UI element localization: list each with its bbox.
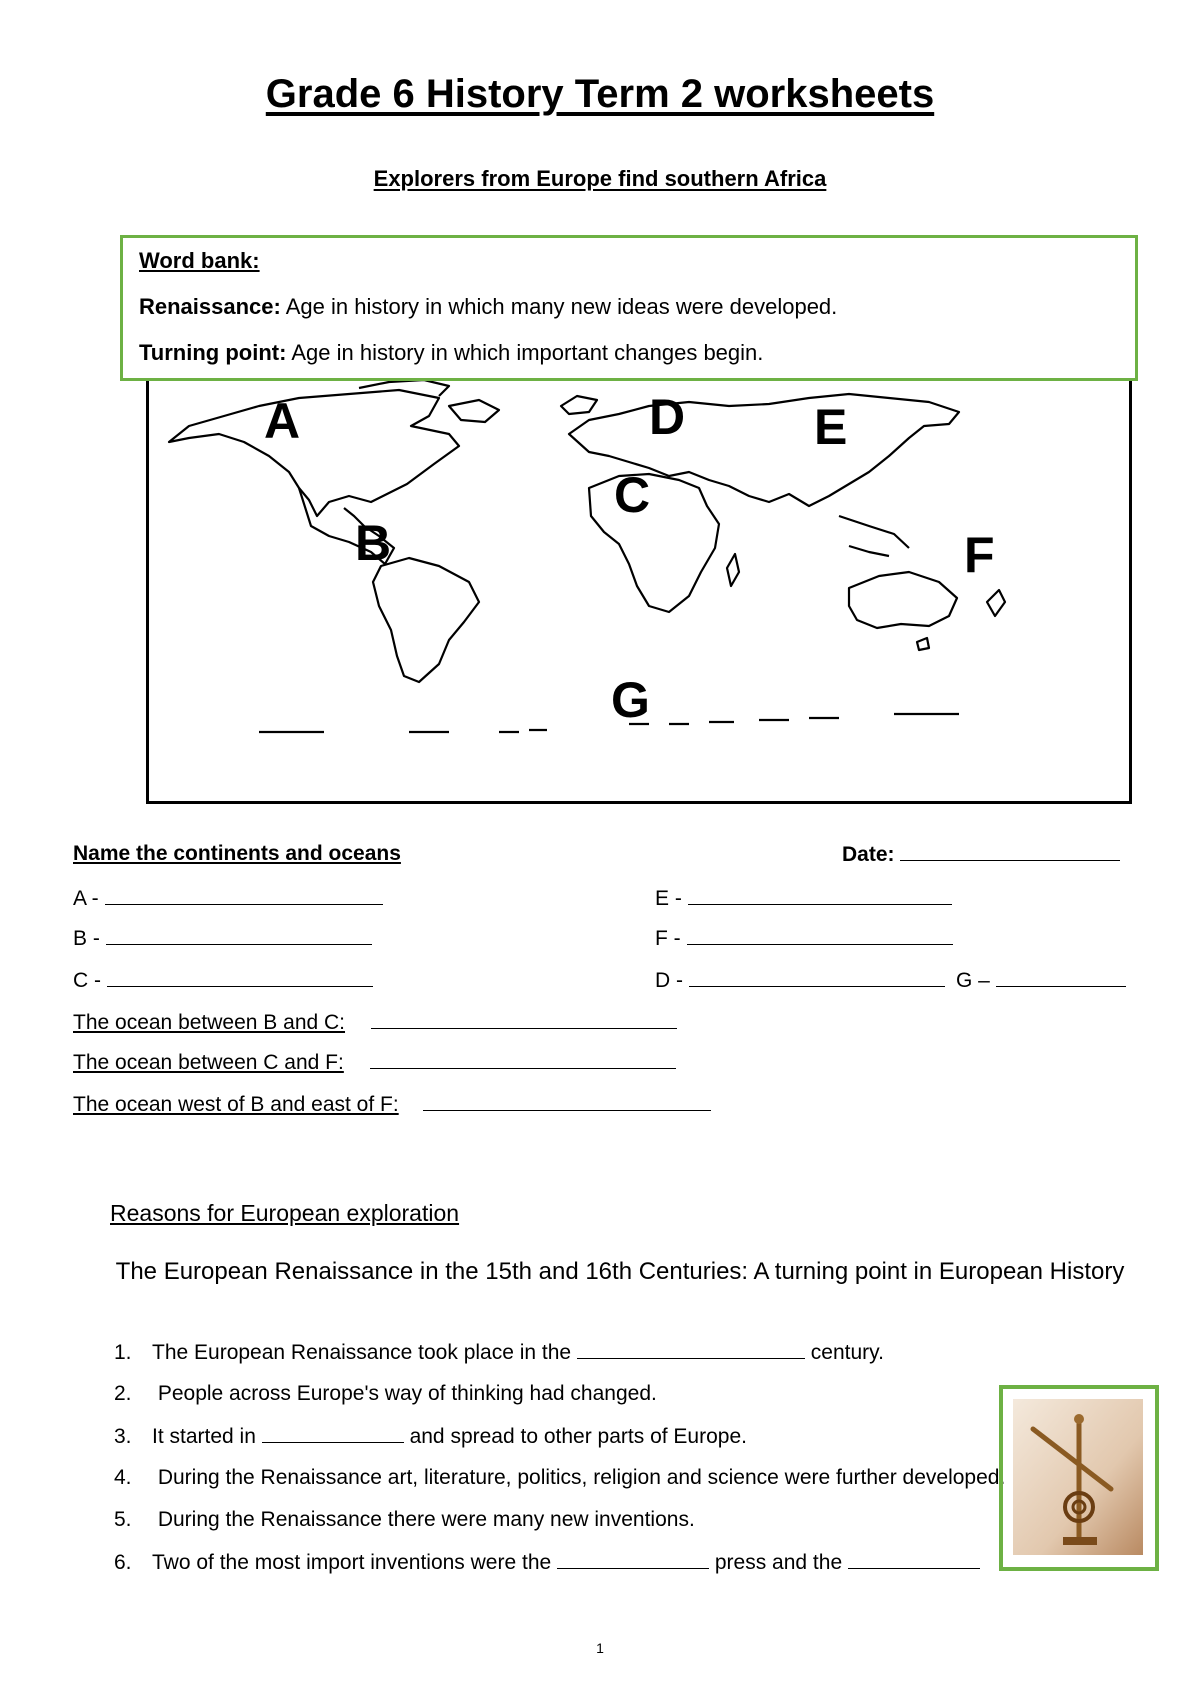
list-text: During the Renaissance there were many new inventions. [152, 1508, 695, 1531]
continent-label-g: G – [956, 969, 990, 992]
ocean-question: The ocean between B and C: [73, 1011, 346, 1034]
continent-label-e: E - [655, 887, 682, 910]
list-text: People across Europe's way of thinking had changed. [152, 1382, 657, 1405]
list-text: The European Renaissance took place in the [152, 1341, 572, 1364]
word-bank-term: Turning point: [139, 340, 287, 365]
map-label-c: C [614, 467, 652, 523]
word-bank-definition: Age in history in which important changes begin. [286, 340, 764, 365]
map-label-e: E [814, 399, 849, 455]
map-label-b: B [355, 515, 393, 571]
continents-heading: Name the continents and oceans [73, 842, 401, 865]
page-title: Grade 6 History Term 2 worksheets [265, 72, 935, 116]
list-item [114, 1466, 1005, 1490]
word-bank-term: Renaissance: [139, 294, 281, 319]
ocean-question: The ocean between C and F: [73, 1051, 344, 1074]
answer-blank [996, 968, 1126, 987]
ocean-row-c-f [73, 1050, 676, 1075]
list-number: 1. [114, 1341, 132, 1364]
answer-blank [689, 968, 945, 987]
answer-blank [688, 886, 952, 905]
list-item [114, 1550, 980, 1575]
continent-row-e [655, 886, 952, 911]
list-text: Two of the most import inventions were the [152, 1551, 552, 1574]
continent-label-b: B - [73, 927, 100, 950]
continent-row-c [73, 968, 373, 993]
word-bank-entry-turning-point [139, 340, 763, 366]
continent-label-d: D - [655, 969, 683, 992]
continent-row-d [655, 968, 945, 993]
continent-row-g [956, 968, 1126, 993]
reasons-subheading: The European Renaissance in the 15th and 16th Centuries: A turning point in European History [115, 1258, 1125, 1285]
answer-blank [370, 1050, 676, 1069]
ocean-row-b-f [73, 1092, 711, 1117]
list-item [114, 1508, 695, 1532]
list-item [114, 1340, 884, 1365]
list-number: 6. [114, 1551, 132, 1574]
continent-label-c: C - [73, 969, 101, 992]
answer-blank [105, 886, 383, 905]
map-label-g: G [611, 672, 651, 728]
answer-blank [107, 968, 373, 987]
continent-row-f [655, 926, 953, 951]
list-text-after: and spread to other parts of Europe. [409, 1425, 747, 1448]
date-row [842, 842, 1120, 867]
word-bank-entry-renaissance [139, 294, 837, 320]
answer-blank [577, 1340, 805, 1359]
list-text: During the Renaissance art, literature, politics, religion and science were further developed. [152, 1466, 1006, 1489]
instrument-photo [999, 1385, 1159, 1571]
word-bank-heading: Word bank: [139, 248, 260, 273]
page-number: 1 [596, 1640, 604, 1656]
list-text: It started in [152, 1425, 256, 1448]
date-blank [900, 842, 1120, 861]
map-label-d: D [649, 389, 687, 445]
map-label-f: F [964, 527, 996, 583]
continent-row-a [73, 886, 383, 911]
answer-blank [687, 926, 953, 945]
list-number: 3. [114, 1425, 132, 1448]
ocean-question: The ocean west of B and east of F: [73, 1093, 399, 1116]
list-number: 2. [114, 1382, 132, 1405]
list-item [114, 1382, 657, 1406]
word-bank-definition: Age in history in which many new ideas were developed. [280, 294, 838, 319]
list-text-middle: press and the [714, 1551, 843, 1574]
answer-blank [557, 1550, 709, 1569]
answer-blank [106, 926, 372, 945]
list-number: 4. [114, 1466, 132, 1489]
answer-blank [423, 1092, 711, 1111]
list-text-after: century. [810, 1341, 884, 1364]
answer-blank [262, 1424, 404, 1443]
page-subtitle: Explorers from Europe find southern Africa [373, 166, 827, 191]
list-item [114, 1424, 747, 1449]
answer-blank [848, 1550, 980, 1569]
continent-row-b [73, 926, 372, 951]
continent-label-f: F - [655, 927, 681, 950]
world-map [146, 376, 1132, 804]
ocean-row-b-c [73, 1010, 677, 1035]
answer-blank [371, 1010, 677, 1029]
map-label-a: A [264, 393, 302, 449]
date-label: Date: [842, 843, 895, 866]
list-number: 5. [114, 1508, 132, 1531]
continent-label-a: A - [73, 887, 99, 910]
instrument-image [1003, 1389, 1155, 1567]
reasons-heading: Reasons for European exploration [110, 1200, 460, 1226]
word-bank [120, 235, 1138, 381]
